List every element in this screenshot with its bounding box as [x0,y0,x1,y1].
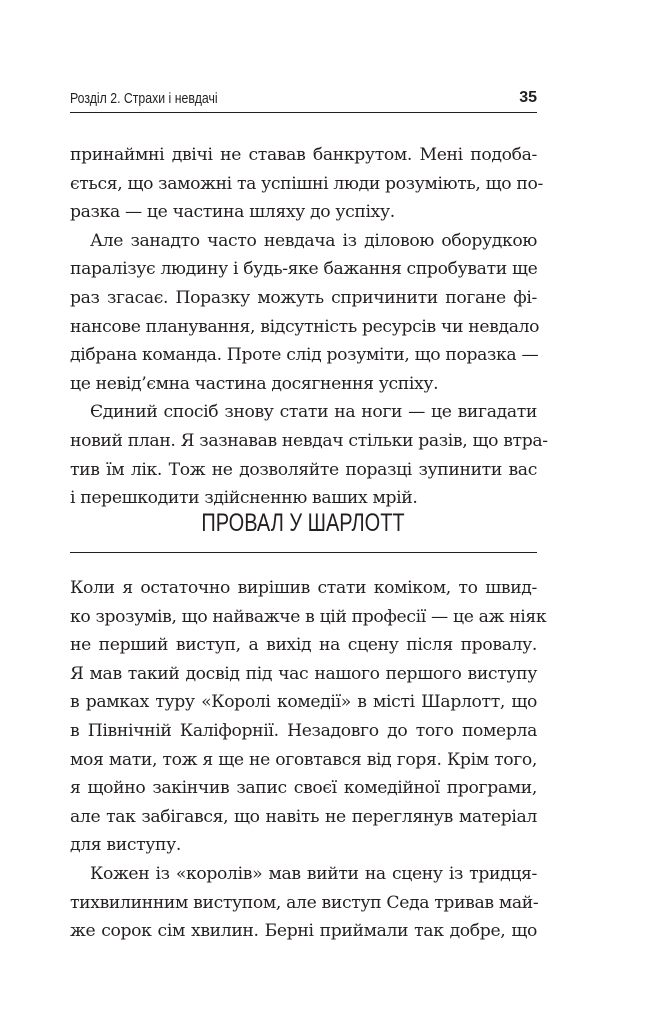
text-line: в рамках туру «Королі комедії» в місті Шарлотт, що [70,692,537,713]
text-line: і перешкодити здійсненню ваших мрій. [70,488,418,509]
text-line: Коли я остаточно вирішив стати коміком, то швид- [70,578,537,598]
text-line: нансове планування, відсутність ресурсів чи невдало [70,316,540,337]
text-line: в Північній Каліфорнії. Незадовго до того померла [70,720,537,741]
text-line: не перший виступ, а вихід на сцену після провалу. [70,635,537,656]
page-number: 35 [519,89,537,106]
text-block-1 [70,141,548,513]
text-line: моя мати, тож я ще не оговтався від горя. Крім того, [70,749,537,770]
text-line: тив їм лік. Тож не дозволяйте поразці зупинити вас [70,459,537,480]
text-line: Єдиний спосіб знову стати на ноги — це вигадати [90,402,537,423]
text-line: дібрана команда. Проте слід розуміти, що поразка — [70,345,539,366]
section-heading-text: ПРОВАЛ У ШАРЛОТТ [201,509,406,537]
text-line: Я мав такий досвід під час нашого першого виступу [70,663,537,684]
text-line: же сорок сім хвилин. Берні приймали так добре, що [70,921,537,942]
text-line: я щойно закінчив запис своєї комедійної програми, [70,778,537,799]
text-line: ко зрозумів, що найважче в цій професії — це аж ніяк [70,606,547,627]
chapter-title: Розділ 2. Страхи і невдачі [70,90,218,107]
running-header [70,88,537,113]
text-line: Кожен із «королів» мав вийти на сцену із тридця- [90,863,537,884]
text-line: паралізує людину і будь-яке бажання спробувати ще [70,259,538,280]
text-line: це невід’ємна частина досягнення успіху. [70,373,439,394]
section-heading [70,507,537,553]
text-line: раз згасає. Поразку можуть спричинити погане фі- [70,287,537,308]
text-line: для виступу. [70,835,182,856]
text-line: Але занадто часто невдача із діловою оборудкою [90,230,537,251]
text-line: ється, що заможні та успішні люди розуміють, що по- [70,173,543,194]
text-block-2 [70,574,547,946]
text-line: принаймні двічі не ставав банкрутом. Мені подоба- [70,145,537,165]
text-line: разка — це частина шляху до успіху. [70,202,395,223]
text-line: новий план. Я зазнавав невдач стільки разів, що втра- [70,430,548,451]
text-line: тихвилинним виступом, але виступ Седа тривав май- [70,892,539,913]
text-line: але так забігався, що навіть не переглянув матеріал [70,806,537,827]
